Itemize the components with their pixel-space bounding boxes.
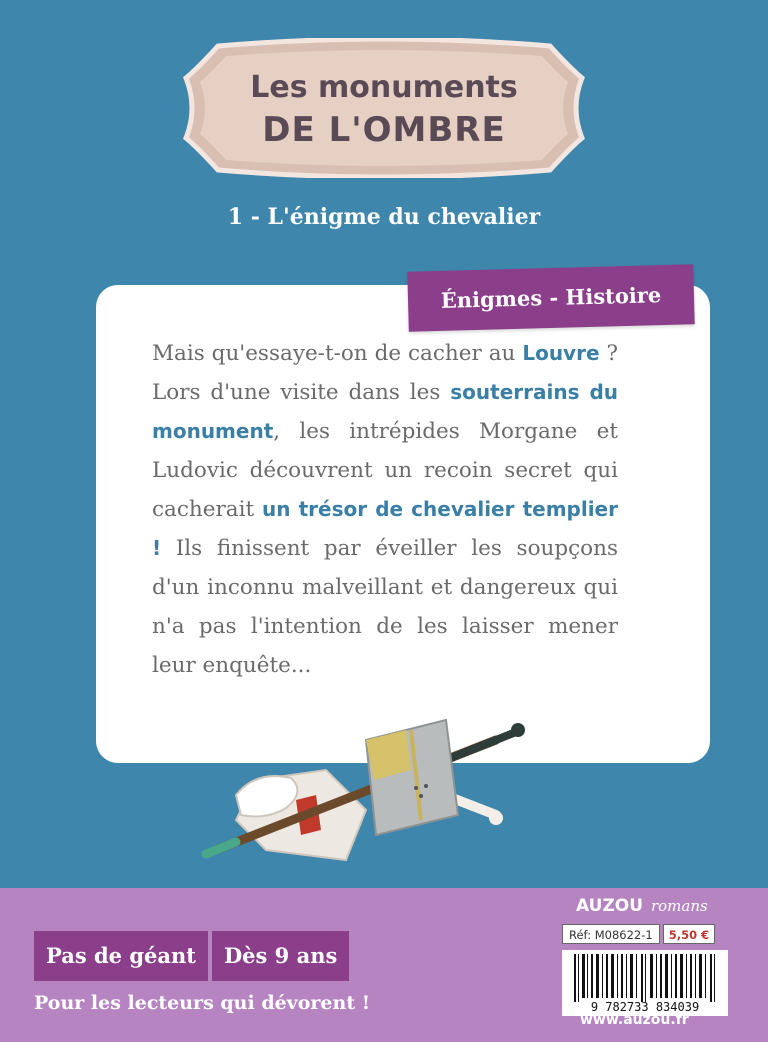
summary-highlight: un trésor de chevalier templier ! bbox=[152, 497, 618, 560]
age-label: Dès 9 ans bbox=[212, 931, 349, 981]
price-label: 5,50 € bbox=[663, 924, 715, 944]
collection-badge bbox=[34, 931, 349, 981]
summary-part: , les intrépides Morgane et Ludovic découvrent un recoin secret qui cacherait bbox=[152, 419, 618, 522]
genre-badge: Énigmes - Histoire bbox=[407, 264, 694, 331]
tagline: Pour les lecteurs qui dévorent ! bbox=[34, 992, 371, 1014]
book-subtitle: 1 - L'énigme du chevalier bbox=[227, 204, 541, 230]
series-title-plaque bbox=[178, 38, 590, 178]
knight-helmet-sword-tunic-icon bbox=[196, 700, 536, 870]
plaque-frame bbox=[178, 38, 590, 178]
summary-part: Mais qu'essaye-t-on de cacher au bbox=[152, 341, 523, 366]
publisher-name: AUZOU bbox=[576, 896, 644, 916]
collection-name: Pas de géant bbox=[34, 931, 208, 981]
isbn-number: 9 782733 834039 bbox=[590, 1000, 700, 1014]
series-title-line1: Les monuments bbox=[250, 70, 518, 105]
series-title-line2: DE L'OMBRE bbox=[262, 110, 506, 150]
summary-text bbox=[152, 334, 618, 685]
summary-part: Ils finissent par éveiller les soupçons d'un inconnu malveillant et dangereux qui n'a pas l'intention de les laisser mener leur enquête... bbox=[152, 536, 618, 678]
reference-code: Réf: M08622-1 bbox=[562, 924, 660, 944]
reference-box bbox=[562, 924, 715, 944]
publisher-suffix: romans bbox=[650, 897, 708, 915]
publisher-logo bbox=[576, 896, 708, 916]
summary-highlight: Louvre bbox=[522, 341, 600, 365]
website-link: www.auzou.fr bbox=[580, 1012, 689, 1028]
summary-part: ? Lors d'une visite dans les bbox=[152, 341, 618, 405]
summary-highlight: souterrains du monument bbox=[152, 380, 619, 443]
